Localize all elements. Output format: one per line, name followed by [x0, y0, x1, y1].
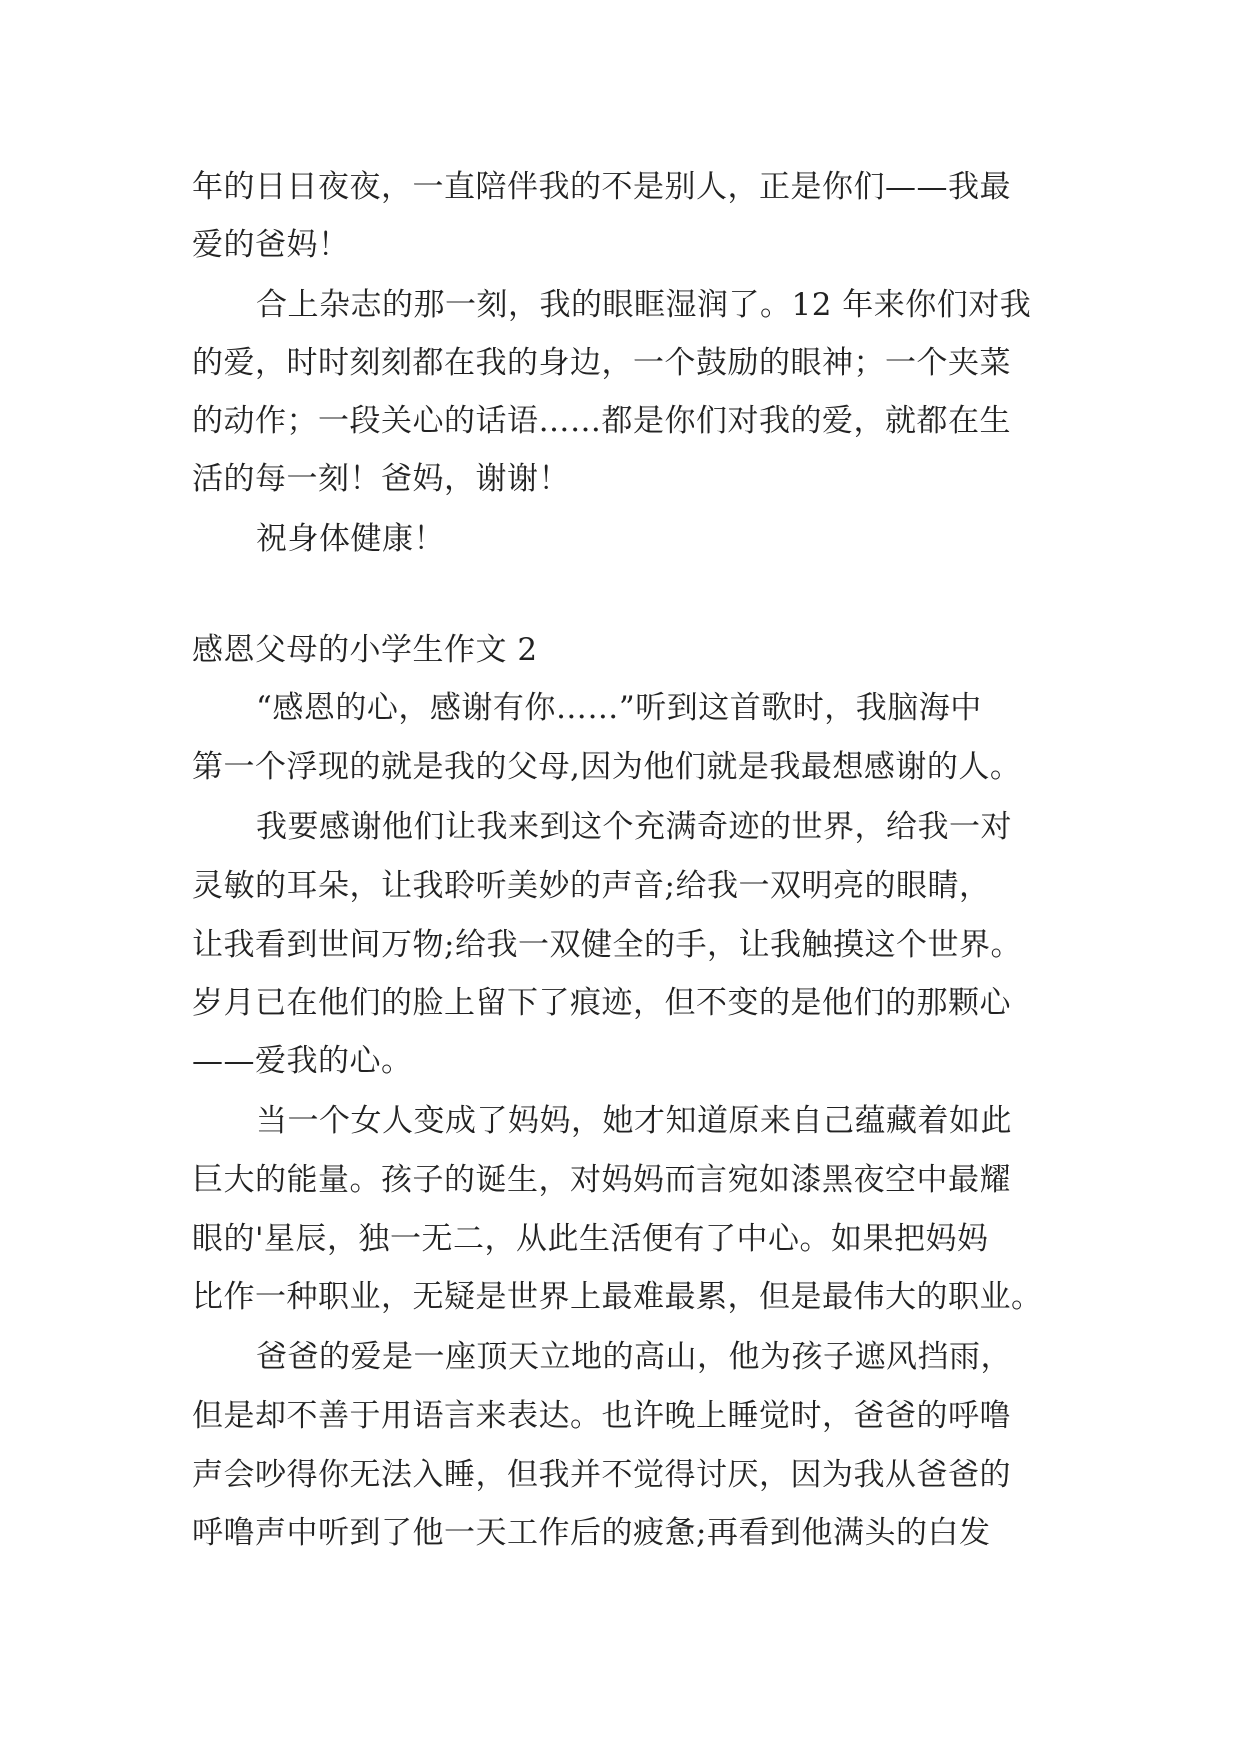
text-line: 岁月已在他们的脸上留下了痕迹，但不变的是他们的那颗心 — [192, 985, 1011, 1021]
paragraph-start: 我要感谢他们让我来到这个充满奇迹的世界，给我一对 — [256, 809, 1012, 845]
text-line: 呼噜声中听到了他一天工作后的疲惫;再看到他满头的白发 — [192, 1515, 991, 1551]
paragraph-start: “感恩的心，感谢有你……”听到这首歌时，我脑海中 — [256, 690, 982, 726]
text-line: 第一个浮现的就是我的父母,因为他们就是我最想感谢的人。 — [192, 749, 1022, 785]
text-line: ——爱我的心。 — [192, 1043, 413, 1079]
text-line: 活的每一刻！爸妈，谢谢！ — [192, 461, 570, 497]
text-line: 的动作；一段关心的话语……都是你们对我的爱，就都在生 — [192, 403, 1011, 439]
paragraph-start: 爸爸的爱是一座顶天立地的高山，他为孩子遮风挡雨， — [256, 1339, 1012, 1375]
section-title: 感恩父母的小学生作文 2 — [192, 632, 538, 668]
text-line: 年的日日夜夜，一直陪伴我的不是别人，正是你们——我最 — [192, 169, 1011, 205]
text-line: 比作一种职业，无疑是世界上最难最累，但是最伟大的职业。 — [192, 1279, 1043, 1315]
text-line: 灵敏的耳朵，让我聆听美妙的声音;给我一双明亮的眼睛， — [192, 868, 991, 904]
text-line: 的爱，时时刻刻都在我的身边，一个鼓励的眼神；一个夹菜 — [192, 345, 1011, 381]
text-line: 爱的爸妈！ — [192, 227, 350, 263]
closing-line: 祝身体健康！ — [256, 521, 445, 557]
text-line: 但是却不善于用语言来表达。也许晚上睡觉时，爸爸的呼噜 — [192, 1398, 1011, 1434]
text-line: 巨大的能量。孩子的诞生，对妈妈而言宛如漆黑夜空中最耀 — [192, 1162, 1011, 1198]
text-line: 眼的'星辰，独一无二，从此生活便有了中心。如果把妈妈 — [192, 1221, 989, 1257]
paragraph-start: 合上杂志的那一刻，我的眼眶湿润了。12 年来你们对我 — [256, 287, 1032, 323]
paragraph-start: 当一个女人变成了妈妈，她才知道原来自己蕴藏着如此 — [256, 1103, 1012, 1139]
text-line: 让我看到世间万物;给我一双健全的手，让我触摸这个世界。 — [192, 927, 1022, 963]
text-line: 声会吵得你无法入睡，但我并不觉得讨厌，因为我从爸爸的 — [192, 1457, 1011, 1493]
